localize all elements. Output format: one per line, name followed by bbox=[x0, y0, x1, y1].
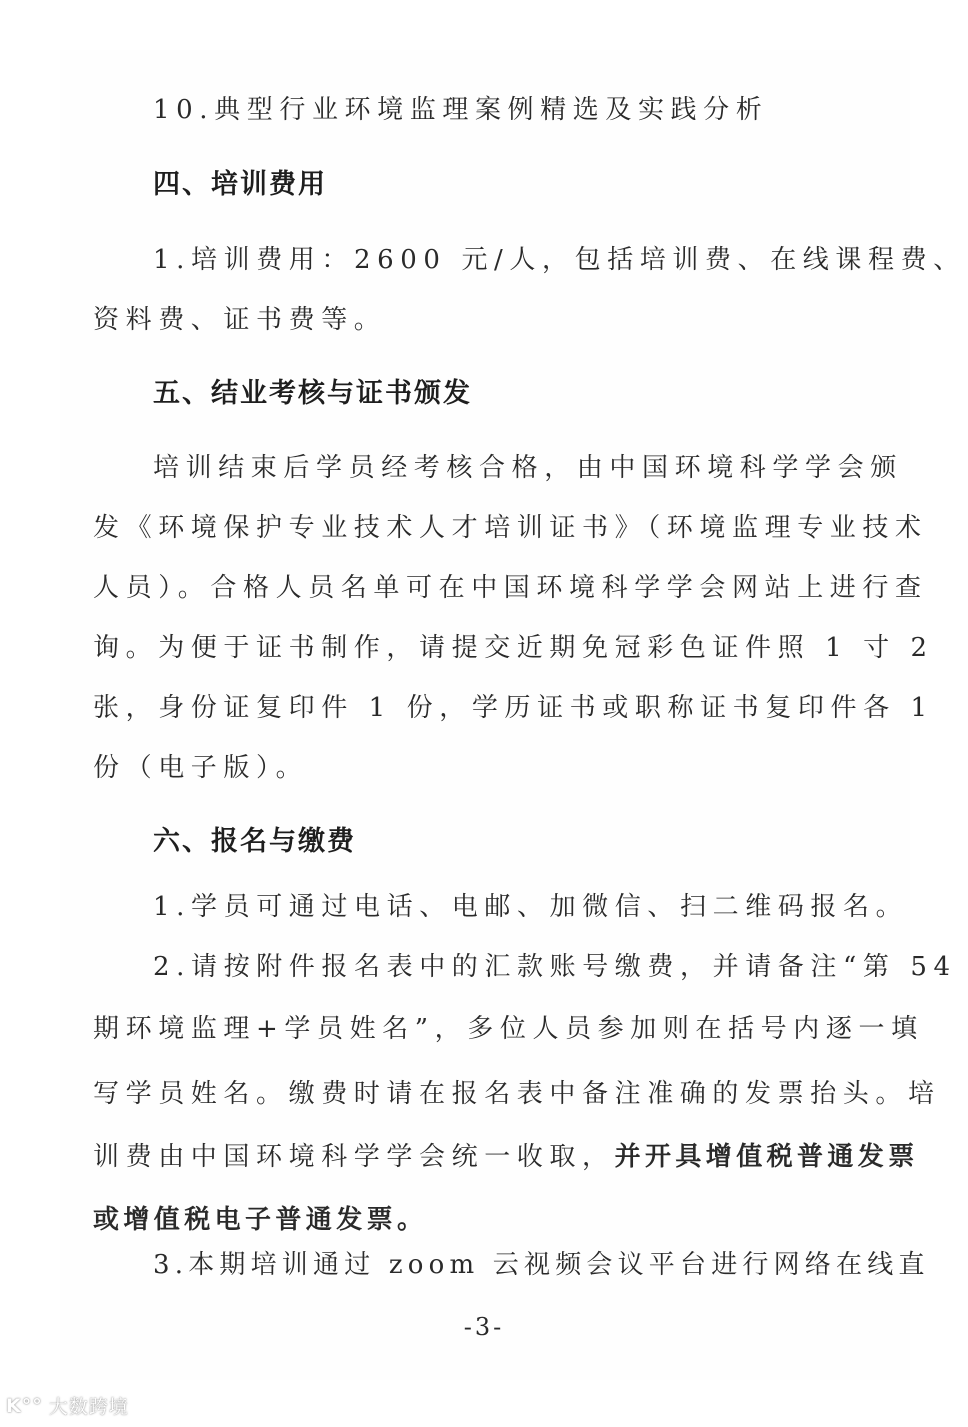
fees-paragraph-line-2: 资料费、证书费等。 bbox=[93, 305, 387, 335]
invoice-note-bold: 或增值税电子普通发票。 bbox=[93, 1205, 428, 1235]
registration-item-2-line: 写学员姓名。缴费时请在报名表中备注准确的发票抬头。培 bbox=[93, 1079, 941, 1109]
invoice-note-bold: 并开具增值税普通发票 bbox=[614, 1142, 919, 1172]
registration-item-2-line: 2.请按附件报名表中的汇款账号缴费，并请备注“第 54 bbox=[153, 952, 957, 982]
certification-line: 张，身份证复印件 1 份，学历证书或职称证书复印件各 1 bbox=[93, 693, 934, 723]
section-heading-certification: 五、结业考核与证书颁发 bbox=[153, 378, 472, 409]
registration-item-3: 3.本期培训通过 zoom 云视频会议平台进行网络在线直 bbox=[153, 1250, 930, 1280]
section-heading-registration: 六、报名与缴费 bbox=[153, 826, 356, 857]
section-heading-fees: 四、培训费用 bbox=[153, 169, 327, 200]
registration-item-1: 1.学员可通过电话、电邮、加微信、扫二维码报名。 bbox=[153, 892, 909, 922]
watermark bbox=[6, 1392, 129, 1419]
payment-note-text: 训费由中国环境科学学会统一收取， bbox=[93, 1142, 615, 1172]
registration-item-2-line bbox=[93, 1140, 919, 1174]
certification-line: 询。为便于证书制作，请提交近期免冠彩色证件照 1 寸 2 bbox=[93, 633, 934, 663]
certification-line: 发《环境保护专业技术人才培训证书》（环境监理专业技术 bbox=[93, 513, 928, 543]
list-item-10: 10.典型行业环境监理案例精选及实践分析 bbox=[153, 95, 769, 125]
registration-item-2-line: 期环境监理+学员姓名”，多位人员参加则在括号内逐一填 bbox=[93, 1014, 924, 1044]
certification-line: 人员）。合格人员名单可在中国环境科学学会网站上进行查 bbox=[93, 573, 928, 603]
certification-line: 培训结束后学员经考核合格，由中国环境科学学会颁 bbox=[153, 453, 903, 483]
watermark-text: 大数跨境 bbox=[48, 1396, 129, 1418]
certification-line: 份（电子版）。 bbox=[93, 753, 309, 783]
watermark-logo-icon: K°° bbox=[6, 1394, 43, 1417]
page-number: -3- bbox=[463, 1313, 505, 1341]
fees-paragraph-line-1: 1.培训费用：2600 元/人，包括培训费、在线课程费、 bbox=[153, 245, 966, 275]
